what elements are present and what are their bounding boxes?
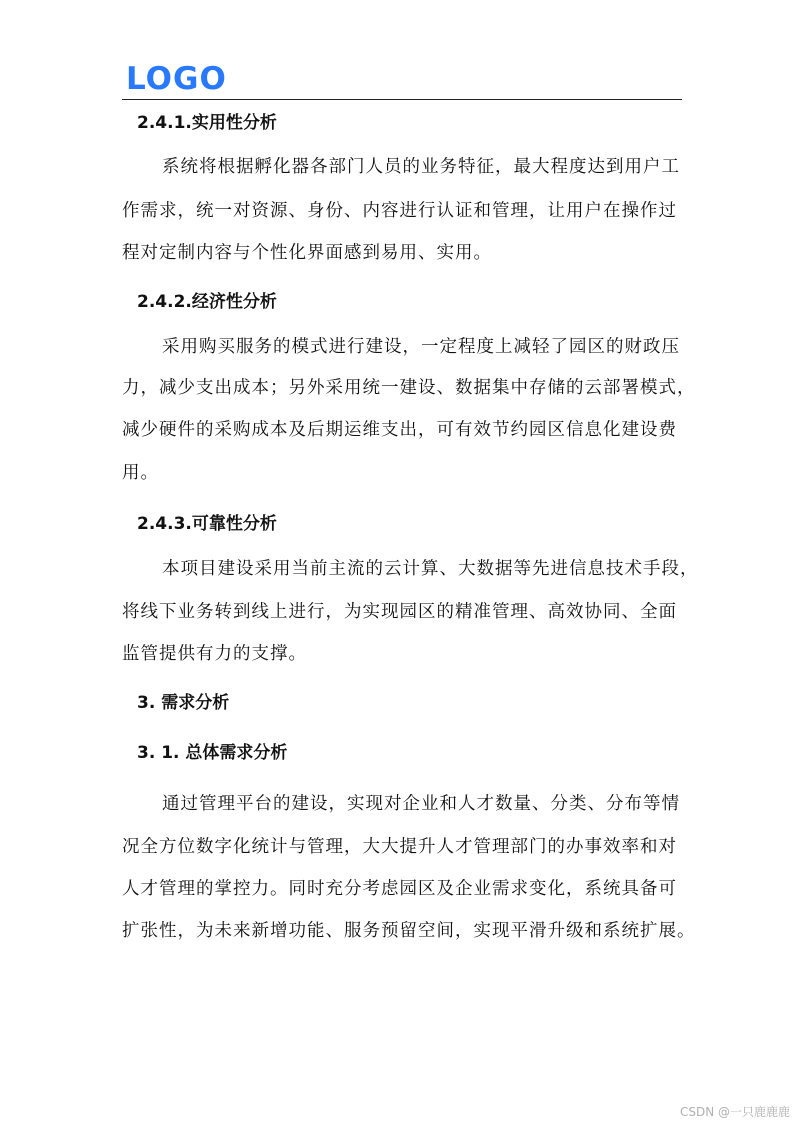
section-heading: 2.4.2.经济性分析: [137, 292, 277, 312]
paragraph-line: 力，减少支出成本；另外采用统一建设、数据集中存储的云部署模式，: [122, 378, 696, 398]
paragraph-line: 采用购买服务的模式进行建设，一定程度上减轻了园区的财政压: [162, 337, 680, 357]
paragraph-line: 人才管理的掌控力。同时充分考虑园区及企业需求变化，系统具备可: [122, 879, 677, 899]
watermark: CSDN @一只鹿鹿鹿: [679, 1105, 790, 1119]
paragraph-line: 减少硬件的采购成本及后期运维支出，可有效节约园区信息化建设费: [122, 420, 677, 440]
paragraph-line: 作需求，统一对资源、身份、内容进行认证和管理，让用户在操作过: [122, 201, 677, 221]
section-heading: 2.4.1.实用性分析: [137, 113, 277, 133]
section-heading: 3. 需求分析: [137, 693, 230, 713]
paragraph-line: 用。: [122, 463, 159, 483]
paragraph-line: 扩张性，为未来新增功能、服务预留空间，实现平滑升级和系统扩展。: [122, 921, 696, 941]
paragraph-line: 系统将根据孵化器各部门人员的业务特征，最大程度达到用户工: [162, 157, 680, 177]
paragraph-line: 程对定制内容与个性化界面感到易用、实用。: [122, 243, 492, 263]
section-heading: 2.4.3.可靠性分析: [137, 514, 277, 534]
paragraph-line: 通过管理平台的建设，实现对企业和人才数量、分类、分布等情: [162, 794, 680, 814]
section-heading: 3. 1. 总体需求分析: [137, 743, 288, 763]
paragraph-line: 本项目建设采用当前主流的云计算、大数据等先进信息技术手段，: [162, 559, 699, 579]
header-divider: [122, 99, 682, 100]
logo: LOGO: [126, 61, 227, 97]
paragraph-line: 况全方位数字化统计与管理，大大提升人才管理部门的办事效率和对: [122, 837, 677, 857]
paragraph-line: 监管提供有力的支撑。: [122, 644, 307, 664]
paragraph-line: 将线下业务转到线上进行，为实现园区的精准管理、高效协同、全面: [122, 602, 677, 622]
